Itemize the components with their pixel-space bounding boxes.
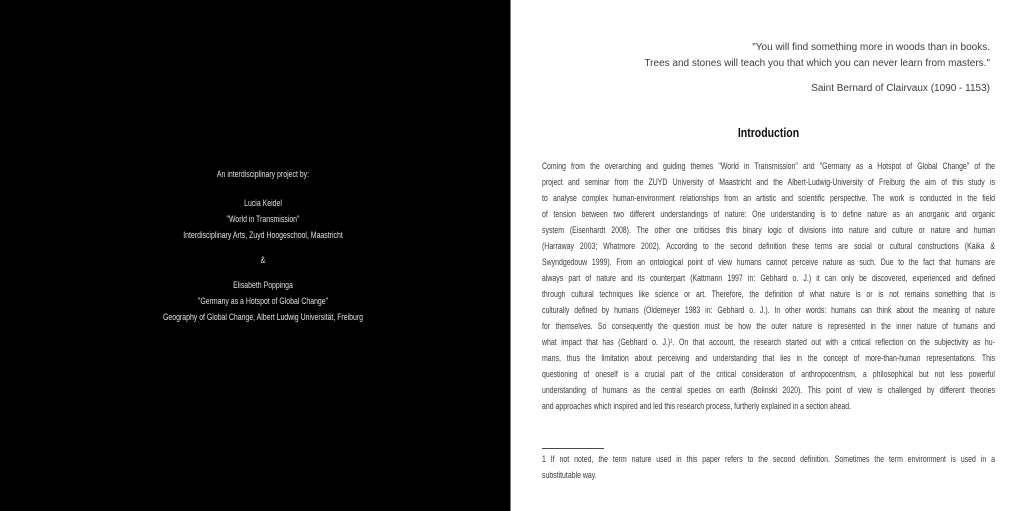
body-line: and approaches which inspired and led this research process, furtherly explained in a section ahead. <box>542 401 852 412</box>
body-line: Swyndgedouw 1999). From an ontological point of view humans cannot perceive nature as such. Due to the fact that humans are <box>542 257 995 268</box>
epigraph-quote <box>644 40 990 97</box>
body-line: to analyse complex human-environment relationships from an artistic and scientific perspective. The work is conducted in the field <box>542 193 995 204</box>
project-by-line: An interdisciplinary project by: <box>216 169 310 180</box>
quote-line-1: "You will find something more in woods than in books. <box>752 42 990 53</box>
footnote-block <box>542 452 995 484</box>
footnote-inner <box>542 452 995 484</box>
credit-group-person1 <box>77 196 449 244</box>
body-line: (Harraway 2003; Whatmore 2002). According to the second definition these terms are social or cultural constructions (Kaika & <box>542 241 995 252</box>
right-page <box>511 0 1024 511</box>
body-line: system (Eisenhardt 2008). The other one criticises this binary logic of divisions into nature and culture or nature and human <box>542 225 995 236</box>
ampersand-separator: & <box>260 255 266 266</box>
quote-line-2: Trees and stones will teach you that which you can never learn from masters." <box>644 57 990 69</box>
person2-name: Elisabeth Poppinga <box>233 280 293 291</box>
section-heading-introduction: Introduction <box>737 126 800 140</box>
footnote-line: substitutable way. <box>542 470 597 481</box>
credits-block <box>77 0 449 326</box>
footnote-line: 1 If not noted, the term nature used in this paper refers to the second definition. Sometimes the term environment is used in a <box>542 454 995 465</box>
body-line: project and seminar from the ZUYD University of Maastricht and the Albert-Ludwig-University of Freiburg the aim of this study is <box>542 177 995 188</box>
footnote-divider <box>542 448 604 449</box>
person2-project: "Germany as a Hotspot of Global Change" <box>197 296 329 307</box>
body-line: culturally defined by humans (Oldemeyer 1983 in: Gebhard o. J.). In other words: humans can think about the meaning of nature <box>542 305 995 316</box>
body-text-inner <box>542 159 995 415</box>
quote-attribution: Saint Bernard of Clairvaux (1090 - 1153) <box>811 83 990 94</box>
body-line: what impact that has (Gebhard o. J.)¹. On that account, the research started out with a critical reflection on the subjectivity as hu- <box>542 337 995 348</box>
body-line: for themselves. So consequently the question must be how the outer nature is represented in the inner nature of humans and <box>542 321 995 332</box>
person2-affiliation: Geography of Global Change, Albert Ludwig Universität, Freiburg <box>162 312 364 323</box>
person1-affiliation: Interdisciplinary Arts, Zuyd Hoogeschool, Maastricht <box>183 230 343 241</box>
left-page <box>0 0 511 511</box>
body-text-block <box>542 159 995 415</box>
credit-group-person2 <box>77 278 449 326</box>
body-line: understanding of humans as the central species on earth (Bolinski 2020). This point of view is challenged by different theories <box>542 385 995 396</box>
body-line: Coming from the overarching and guiding themes "World in Transmission" and "Germany as a Hotspot of Global Change" of the <box>542 161 995 172</box>
body-line: through cultural techniques like science or art. Therefore, the definition of what nature is or is not remains something that is <box>542 289 995 300</box>
body-line: of tension between two different understandings of nature: One understanding is to define nature as an anorganic and organic <box>542 209 995 220</box>
body-line: always part of nature and its counterpart (Kattmann 1997 in: Gebhard o. J.) it can only be discovered, experienced and defined <box>542 273 995 284</box>
body-line: mans, thus the limitation about perceiving and understanding that lies in the concept of more-than-human representations. This <box>542 353 995 364</box>
person1-name: Lucia Keidel <box>244 198 282 209</box>
person1-project: "World in Transmission" <box>226 214 300 225</box>
body-line: questioning of oneself is a crucial part of the critical consideration of anthropocentrism, a philosophical but not less powerful <box>542 369 995 380</box>
